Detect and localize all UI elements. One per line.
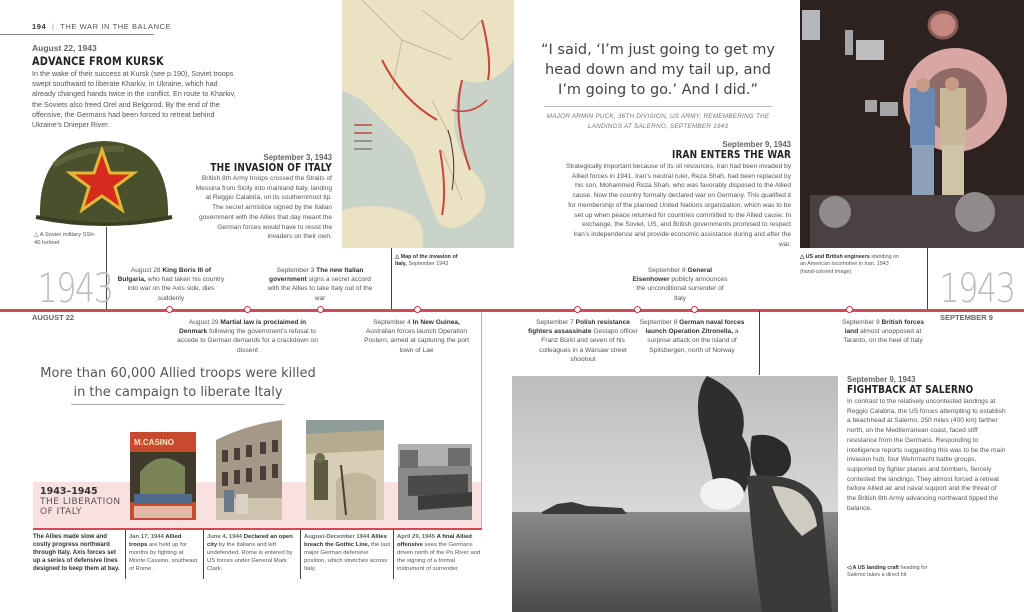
page-number: 194 xyxy=(32,22,47,31)
poster-text: M.CASINO xyxy=(134,438,174,447)
quote-rule xyxy=(544,106,772,107)
event-headline: German naval forces launch Operation Zitronella, xyxy=(645,319,745,336)
event-date: April 29, 1945 xyxy=(397,534,435,540)
liberation-tick xyxy=(300,530,301,579)
event-headline: King Boris III of Bulgaria, xyxy=(117,267,212,284)
pullquote-line-2: in the campaign to liberate Italy xyxy=(71,383,284,405)
timeline-end-year: 1943 xyxy=(939,266,1015,312)
liberation-event xyxy=(129,533,199,573)
kursk-title: ADVANCE FROM KURSK xyxy=(32,54,164,68)
liberation-event xyxy=(207,533,293,573)
event-headline: Allied troops xyxy=(129,534,182,548)
liberation-panel-rule xyxy=(33,528,482,530)
event-date: August 29 xyxy=(188,319,219,326)
liberation-intro: The Allies made slow and costly progress northward through Italy. Axis forces set up a series of defensive lines designed to keep them at bay. xyxy=(33,533,120,572)
italy-entry xyxy=(195,153,332,242)
event-date: August 28 xyxy=(130,267,161,274)
event-date: August-December 1944 xyxy=(304,534,370,540)
header-divider: | xyxy=(52,22,55,31)
liberation-frame-right xyxy=(481,312,482,528)
locomotive-connector xyxy=(927,248,928,311)
italy-invasion-map xyxy=(342,0,514,248)
running-header xyxy=(32,22,171,31)
italy-title: THE INVASION OF ITALY xyxy=(210,162,332,174)
map-caption xyxy=(395,254,465,269)
kursk-date: August 22, 1943 xyxy=(32,43,97,53)
pullquote-line-1: More than 60,000 Allied troops were killed xyxy=(40,366,316,381)
timeline-event-above xyxy=(266,266,374,303)
event-headline: Declared an open city xyxy=(207,534,293,548)
timeline-event-above xyxy=(630,266,730,303)
section-title: THE WAR IN THE BALANCE xyxy=(60,22,172,31)
helmet-caption: △ A Soviet military SSh-40 helmet xyxy=(34,232,96,246)
salerno-quote xyxy=(538,40,778,131)
event-text: signs a secret accord with the Allies to take Italy out of the war xyxy=(267,276,373,302)
event-text: the last major German defensive position, which stretches across Italy. xyxy=(304,542,391,572)
map-caption-bold: △ Map of the invasion of Italy, xyxy=(395,254,458,268)
timeline-event-below xyxy=(838,318,928,346)
event-date: September 3 xyxy=(276,267,315,274)
event-date: September 8 xyxy=(639,319,678,326)
event-headline: Polish resistance fighters assassinate xyxy=(528,319,630,336)
event-text: who had taken his country into war on the Axis side, dies suddenly xyxy=(127,276,225,302)
event-text: following the government’s refusal to accede to German demands for a crackdown on dissent xyxy=(177,328,318,354)
map-connector xyxy=(391,248,392,311)
locomotive-caption-text: standing on an American locomotive in Iran, 1943 (hand-colored image) xyxy=(800,254,900,275)
soviet-helmet-image xyxy=(34,135,174,227)
timeline-axis xyxy=(0,309,1024,312)
timeline-start-year: 1943 xyxy=(37,266,113,312)
event-headline: The new Italian government xyxy=(269,267,364,284)
landing-photo-caption xyxy=(847,565,937,580)
kursk-text: In the wake of their success at Kursk (see p.190), Soviet troops swept southward to liberate Kharkiv, in Ukraine, which had already changed hands twice in the conflict. En route to Kharkiv, the Soviets also freed Orel and Belgorod. By the end of the offensive, the Germans had been forced to retreat behind Ukraine's Dnieper River. xyxy=(32,69,236,130)
iran-date: September 9, 1943 xyxy=(722,140,791,149)
event-date: Jan 17, 1944 xyxy=(129,534,164,540)
liberation-title-2: OF ITALY xyxy=(40,507,83,517)
event-date: September 7 xyxy=(536,319,574,326)
timeline-marker xyxy=(574,306,581,313)
header-rule xyxy=(0,34,154,35)
liberation-heading xyxy=(40,486,130,517)
event-date: June 4, 1944 xyxy=(207,534,243,540)
timeline-event-above xyxy=(116,266,226,303)
locomotive-photo xyxy=(800,0,1024,248)
salerno-date: September 9, 1943 xyxy=(847,375,916,384)
liberation-years: 1943–1945 xyxy=(40,486,98,497)
gothic-line-photo xyxy=(306,420,384,520)
event-headline: Martial law is proclaimed in Denmark xyxy=(179,319,307,336)
casualty-pullquote xyxy=(28,364,328,405)
timeline-marker xyxy=(691,306,698,313)
timeline-marker xyxy=(317,306,324,313)
event-text: Gestapo officer Franz Bürkl and seven of his colleagues in a Warsaw street shootout xyxy=(539,328,638,363)
timeline-event-below xyxy=(638,318,746,355)
map-caption-text: September 1943 xyxy=(406,261,449,268)
italy-text: British 8th Army troops crossed the Straits of Messina from Sicily into mainland Italy, landing at Reggio Calabria, on its southernmost tip. The secret armistice signed by the Italian government with the Allies that day meant the German forces would have to resist the invaders on their own. xyxy=(195,175,332,241)
liberation-tick xyxy=(125,530,126,579)
landing-caption-bold: ◁ A US landing craft xyxy=(847,565,899,571)
liberation-event xyxy=(304,533,392,573)
timeline-marker xyxy=(634,306,641,313)
italy-date: September 3, 1943 xyxy=(263,153,332,162)
colosseum-photo xyxy=(216,420,282,520)
timeline-start-label: AUGUST 22 xyxy=(32,313,75,322)
liberation-tick xyxy=(203,530,204,579)
timeline-marker xyxy=(244,306,251,313)
quote-attribution: MAJOR ARMIN PUCK, 36TH DIVISION, US ARMY, REMEMBERING THE LANDINGS AT SALERNO, SEPTEMBER 1943 xyxy=(546,113,770,130)
timeline-marker xyxy=(166,306,173,313)
salerno-connector xyxy=(759,311,760,375)
event-text: Australian forces launch Operation Postern, aimed at capturing the port town of Lae xyxy=(364,328,469,354)
timeline-event-below xyxy=(364,318,469,355)
event-text: a surprise attack on the island of Spitsbergen, north of Norway xyxy=(647,328,739,354)
locomotive-caption-bold: △ US and British engineers xyxy=(800,254,870,260)
event-date: September 8 xyxy=(647,267,686,274)
event-headline: Allies breach the Gothic Line, xyxy=(304,534,387,548)
timeline-end-label: SEPTEMBER 9 xyxy=(940,313,993,322)
iran-entry xyxy=(565,140,791,249)
landing-caption-text: heading for Salerno takes a direct hit xyxy=(847,565,928,579)
timeline-event-below xyxy=(175,318,320,355)
iran-text: Strategically important because of its oil resources, Iran had been invaded by Allied forces in 1941. Iran’s neutral ruler, Reza Shah, had been replaced by his son, Mohammed Reza Shah, who was favorably disposed to the Allied cause. Now the country formally declared war on Germany. This qualified it for membership of the planned United Nations organization, which was to be set up when peace returned for countries committed to the Allied cause. In exchange, the Soviet, US, and British governments promised to respect Iran’s independence and provide economic assistance during and after the war. xyxy=(565,163,791,248)
event-date: September 4 xyxy=(373,319,411,326)
salerno-entry xyxy=(847,375,1007,513)
salerno-title: FIGHTBACK AT SALERNO xyxy=(847,384,974,396)
liberation-title-1: THE LIBERATION xyxy=(40,497,121,507)
iran-title: IRAN ENTERS THE WAR xyxy=(671,149,791,161)
event-headline: British forces land xyxy=(844,319,925,336)
event-text: sees the Germans driven north of the Po River and the signing of a formal instrument of surrender. xyxy=(397,542,481,572)
monte-cassino-poster xyxy=(130,432,196,520)
liberation-tick xyxy=(393,530,394,579)
quote-text: “I said, ‘I’m just going to get my head down and my tail up, and I’m going to go.’ And I did.” xyxy=(541,42,775,98)
timeline-marker xyxy=(846,306,853,313)
kursk-entry xyxy=(32,43,237,130)
event-headline: In New Guinea, xyxy=(412,319,460,326)
event-text: almost unopposed at Taranto, on the heel of Italy xyxy=(843,328,923,345)
salerno-text: In contrast to the relatively uncontested landings at Reggio Calabria, the US forces attempting to establish a beachhead at Salerno, 250 miles (400 km) farther north, on the Mediterranean coast, faced stiff resistance from the Germans. Responding to intelligence reports suggesting this was to be the main invasion hub, four Wehrmacht battle groups, supported by fighter planes and bombers, fiercely contested the landings. They almost forced a retreat before Allied air and naval support and the threat of the British 8th Army advancing northward tipped the balance. xyxy=(847,398,1006,512)
timeline-marker xyxy=(414,306,421,313)
event-text: by the Italians and left undefended, Rome is entered by US forces under General Mark Clark. xyxy=(207,542,293,572)
liberation-event xyxy=(397,533,481,573)
event-date: September 9 xyxy=(841,319,880,326)
event-text: publicly announces the unconditional surrender of Italy xyxy=(636,276,728,302)
event-headline: A final Allied offensive xyxy=(397,534,472,548)
salerno-landing-photo xyxy=(512,376,838,612)
event-headline: General Eisenhower xyxy=(632,267,713,284)
event-text: are held up for months by fighting at Monte Cassino, southeast of Rome. xyxy=(129,542,198,572)
timeline-event-below xyxy=(528,318,638,364)
allied-offensive-photo xyxy=(398,444,472,520)
locomotive-caption xyxy=(800,254,900,276)
